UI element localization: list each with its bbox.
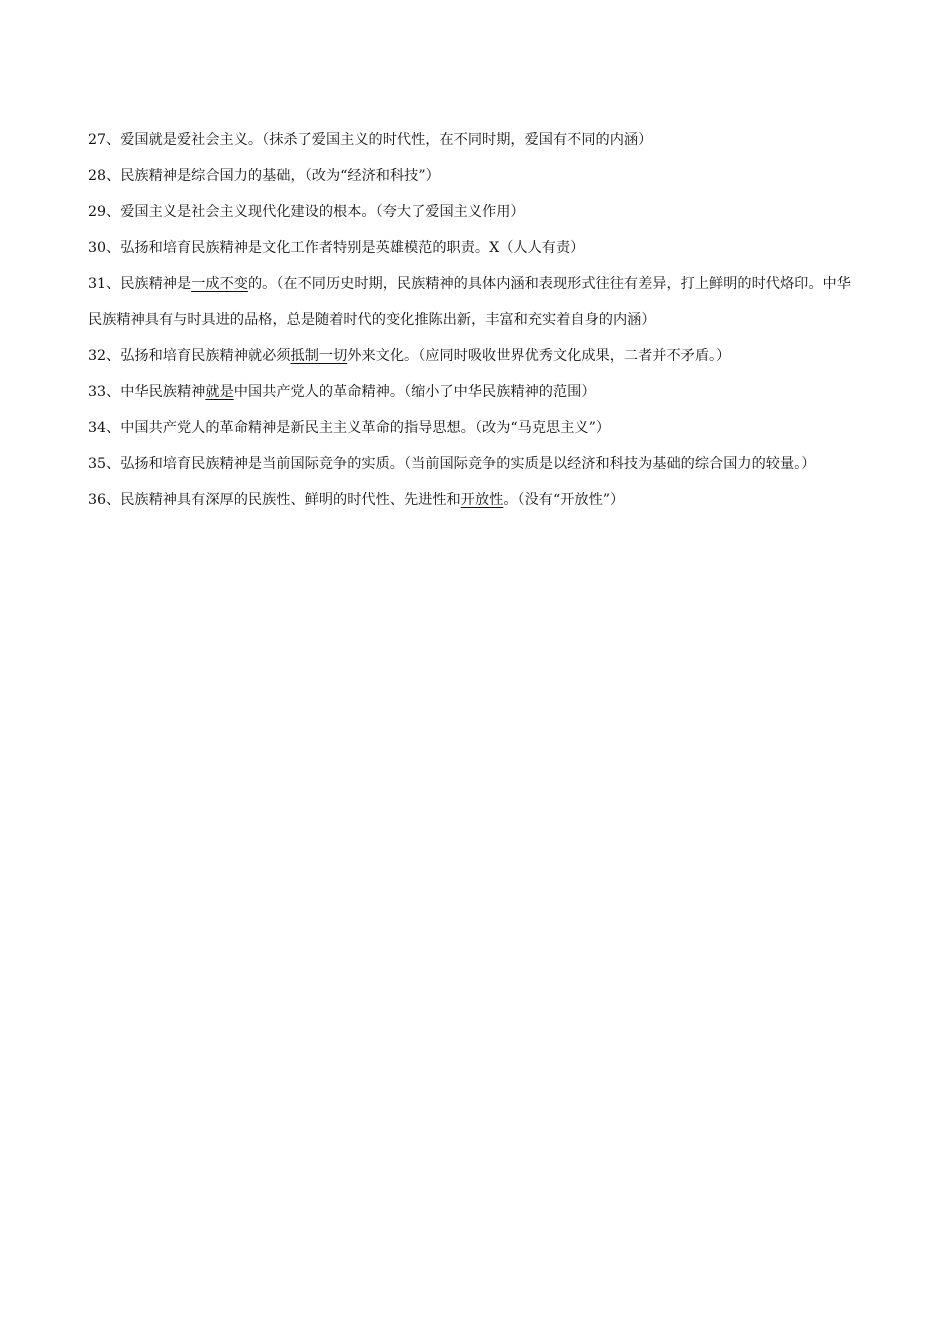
statement-text: 30、弘扬和培育民族精神是文化工作者特别是英雄模范的职责。X（人人有责）	[88, 240, 585, 256]
statement-text: 36、民族精神具有深厚的民族性、鲜明的时代性、先进性和	[88, 492, 461, 508]
statement-36	[88, 482, 864, 518]
statement-text: 。（没有“开放性”）	[503, 492, 625, 508]
underlined-phrase: 开放性	[460, 492, 504, 508]
statement-text: 中国共产党人的革命精神。（缩小了中华民族精神的范围）	[233, 384, 596, 400]
underlined-phrase: 一成不变	[191, 276, 248, 292]
statement-text: 35、弘扬和培育民族精神是当前国际竞争的实质。（当前国际竞争的实质是以经济和科技为基础的综合国力的较量。）	[88, 456, 816, 472]
statement-text: 外来文化。（应同时吸收世界优秀文化成果，二者并不矛盾。）	[347, 348, 731, 364]
document-page	[88, 122, 864, 518]
underlined-phrase: 抵制一切	[290, 348, 348, 364]
statement-text: 28、民族精神是综合国力的基础，（改为“经济和科技”）	[88, 168, 440, 184]
statement-text: 27、爱国就是爱社会主义。（抹杀了爱国主义的时代性，在不同时期，爱国有不同的内涵）	[88, 132, 653, 148]
statement-31	[88, 266, 864, 338]
statement-35	[88, 446, 864, 482]
statement-29	[88, 194, 864, 230]
statement-27	[88, 122, 864, 158]
statement-text: 的。（在不同历史时期，民族精神的具体内涵和表现形式往往有差异，打上鲜明的时代烙印。中华民族精神具有与时具进的品格，总是随着时代的变化推陈出新，丰富和充实着自身的内涵）	[88, 276, 851, 328]
statement-text: 31、民族精神是	[88, 276, 192, 292]
statement-text: 34、中国共产党人的革命精神是新民主主义革命的指导思想。（改为“马克思主义”）	[88, 420, 611, 436]
statement-34	[88, 410, 864, 446]
statement-30	[88, 230, 864, 266]
statement-text: 29、爱国主义是社会主义现代化建设的根本。（夸大了爱国主义作用）	[88, 204, 525, 220]
statement-28	[88, 158, 864, 194]
statement-33	[88, 374, 864, 410]
statement-text: 32、弘扬和培育民族精神就必须	[88, 348, 291, 364]
statement-text: 33、中华民族精神	[88, 384, 206, 400]
underlined-phrase: 就是	[205, 384, 234, 400]
statement-32	[88, 338, 864, 374]
